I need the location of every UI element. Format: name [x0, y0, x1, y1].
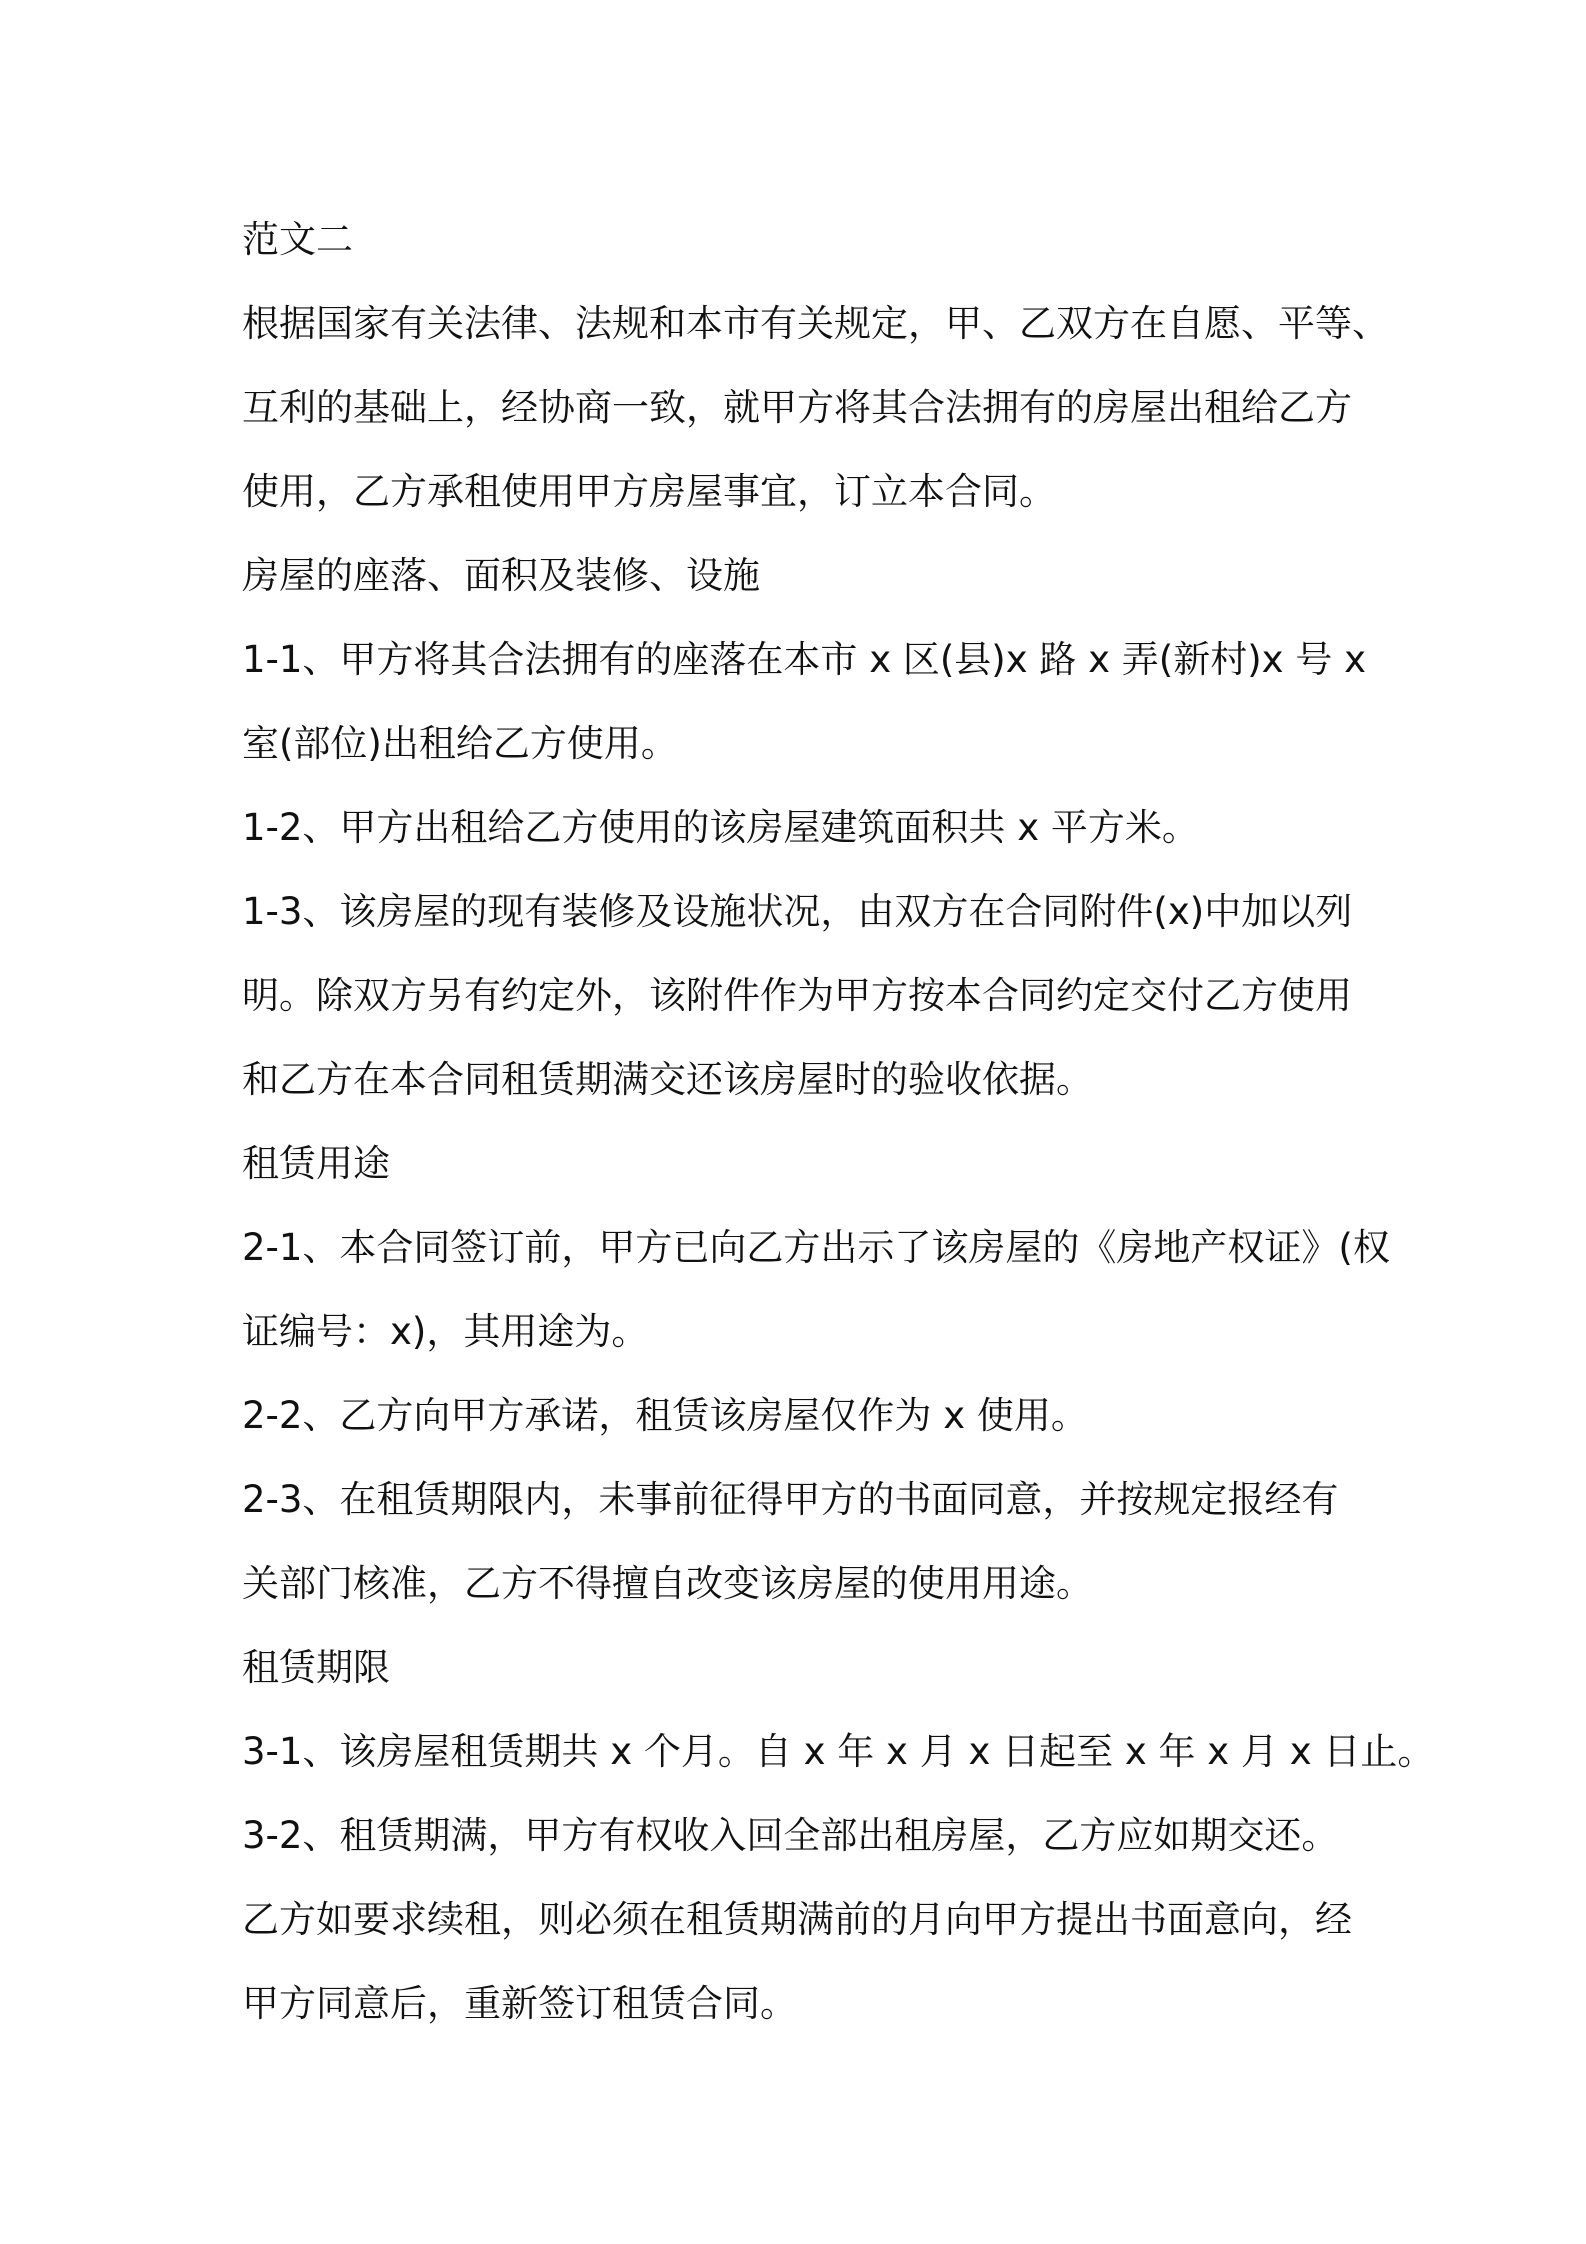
- document-title: 范文二: [242, 218, 353, 261]
- clause-3-2-line-1: 3-2、租赁期满，甲方有权收入回全部出租房屋，乙方应如期交还。: [242, 1814, 1339, 1857]
- clause-2-1-line-1: 2-1、本合同签订前，甲方已向乙方出示了该房屋的《房地产权证》(权: [242, 1226, 1390, 1269]
- clause-1-2: 1-2、甲方出租给乙方使用的该房屋建筑面积共 x 平方米。: [242, 806, 1199, 849]
- section-heading-term: 租赁期限: [242, 1646, 390, 1689]
- intro-line-3: 使用，乙方承租使用甲方房屋事宜，订立本合同。: [242, 470, 1056, 513]
- clause-3-1: 3-1、该房屋租赁期共 x 个月。自 x 年 x 月 x 日起至 x 年 x 月 x 日止。: [242, 1730, 1435, 1773]
- document-body: [242, 198, 1435, 2046]
- clause-2-2: 2-2、乙方向甲方承诺，租赁该房屋仅作为 x 使用。: [242, 1394, 1088, 1437]
- section-heading-premises: 房屋的座落、面积及装修、设施: [242, 554, 760, 597]
- clause-2-3-line-1: 2-3、在租赁期限内，未事前征得甲方的书面同意，并按规定报经有: [242, 1478, 1339, 1521]
- clause-2-1-line-2: 证编号：x)，其用途为。: [242, 1310, 649, 1353]
- clause-3-2-line-2: 乙方如要求续租，则必须在租赁期满前的月向甲方提出书面意向，经: [242, 1898, 1352, 1941]
- clause-1-1-line-2: 室(部位)出租给乙方使用。: [242, 722, 678, 765]
- clause-1-3-line-3: 和乙方在本合同租赁期满交还该房屋时的验收依据。: [242, 1058, 1093, 1101]
- clause-1-1-line-1: 1-1、甲方将其合法拥有的座落在本市 x 区(县)x 路 x 弄(新村)x 号 x: [242, 638, 1366, 681]
- intro-line-2: 互利的基础上，经协商一致，就甲方将其合法拥有的房屋出租给乙方: [242, 386, 1352, 429]
- clause-2-3-line-2: 关部门核准，乙方不得擅自改变该房屋的使用用途。: [242, 1562, 1093, 1605]
- clause-1-3-line-2: 明。除双方另有约定外，该附件作为甲方按本合同约定交付乙方使用: [242, 974, 1352, 1017]
- section-heading-use: 租赁用途: [242, 1142, 390, 1185]
- intro-line-1: 根据国家有关法律、法规和本市有关规定，甲、乙双方在自愿、平等、: [242, 302, 1389, 345]
- clause-1-3-line-1: 1-3、该房屋的现有装修及设施状况，由双方在合同附件(x)中加以列: [242, 890, 1353, 933]
- clause-3-2-line-3: 甲方同意后，重新签订租赁合同。: [242, 1982, 797, 2025]
